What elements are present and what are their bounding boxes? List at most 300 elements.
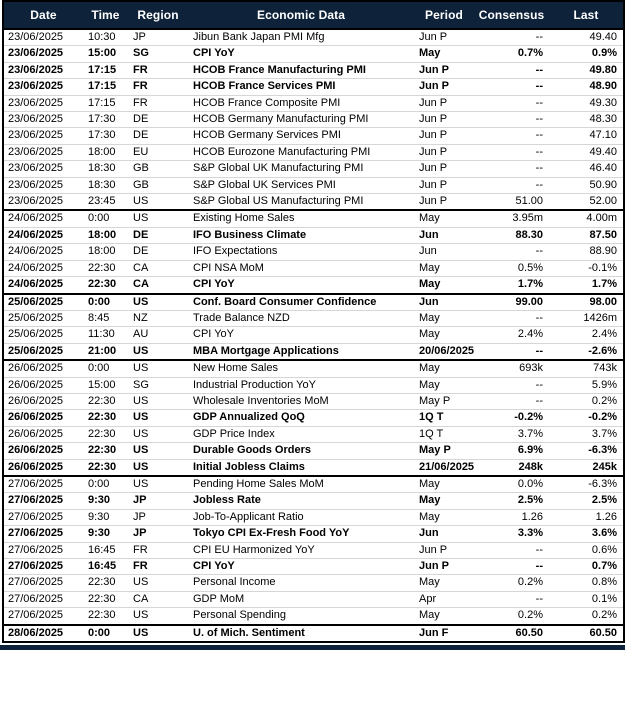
cell-last[interactable]: 98.00 [549,294,624,311]
cell-last[interactable]: 0.2% [549,393,624,409]
cell-last[interactable]: 2.4% [549,327,624,343]
cell-period[interactable]: Jun [414,227,474,243]
cell-last[interactable]: 1.7% [549,277,624,294]
cell-consensus[interactable]: -- [474,177,549,193]
cell-period[interactable]: May [414,210,474,227]
cell-period[interactable]: Jun P [414,95,474,111]
cell-period[interactable]: May [414,493,474,509]
cell-region[interactable]: US [128,410,188,426]
cell-region[interactable]: US [128,426,188,442]
cell-period[interactable]: Jun [414,244,474,260]
cell-event[interactable]: Conf. Board Consumer Confidence [188,294,414,311]
cell-region[interactable]: JP [133,31,146,43]
table-row [3,509,624,525]
table-row [3,29,624,46]
cell-event[interactable]: IFO Expectations [188,244,414,260]
cell-consensus[interactable]: 1.26 [474,509,549,525]
cell-event[interactable]: CPI YoY [188,46,414,62]
cell-period[interactable]: 1Q T [414,426,474,442]
cell-date[interactable]: 27/06/2025 [3,559,83,575]
cell-last[interactable]: 60.50 [549,625,624,642]
cell-region[interactable]: JP [128,526,188,542]
table-row [3,443,624,459]
cell-consensus[interactable]: -- [474,542,549,558]
cell-region[interactable]: US [128,625,188,642]
cell-event[interactable]: MBA Mortgage Applications [188,343,414,360]
economic-calendar-table [2,0,625,643]
cell-region[interactable]: FR [128,559,188,575]
cell-time[interactable]: 10:30 [88,31,116,43]
cell-consensus[interactable]: -- [474,244,549,260]
cell-period[interactable]: 1Q T [414,410,474,426]
table-row [3,476,624,493]
cell-region[interactable]: US [128,459,188,476]
cell-last[interactable]: -2.6% [549,343,624,360]
cell-last[interactable]: 87.50 [549,227,624,243]
cell-period[interactable]: Jun F [414,625,474,642]
cell-region[interactable]: JP [128,493,188,509]
cell-date[interactable]: 23/06/2025 [8,31,64,43]
cell-time[interactable]: 18:00 [83,244,128,260]
cell-time[interactable]: 22:30 [83,575,128,591]
cell-period[interactable]: Jun P [414,177,474,193]
cell-time[interactable]: 0:00 [83,476,128,493]
cell-period[interactable]: Jun P [414,542,474,558]
table-row [3,327,624,343]
cell-time[interactable]: 22:30 [83,277,128,294]
cell-consensus[interactable]: 0.7% [474,46,549,62]
cell-region[interactable]: CA [128,591,188,607]
cell-period[interactable]: Jun P [419,31,448,43]
cell-date[interactable]: 25/06/2025 [3,310,83,326]
cell-date[interactable]: 27/06/2025 [3,493,83,509]
cell-consensus[interactable]: -- [474,62,549,78]
cell-region[interactable]: SG [128,46,188,62]
cell-time[interactable]: 22:30 [83,426,128,442]
table-row [3,79,624,95]
cell-region[interactable]: DE [128,244,188,260]
cell-last[interactable]: 0.6% [549,542,624,558]
cell-event[interactable]: CPI YoY [188,327,414,343]
cell-event[interactable]: Wholesale Inventories MoM [188,393,414,409]
cell-last[interactable]: 743k [549,360,624,377]
cell-last[interactable]: 2.5% [549,493,624,509]
cell-last[interactable]: 5.9% [549,377,624,393]
cell-consensus[interactable]: 1.7% [474,277,549,294]
cell-region[interactable]: FR [128,542,188,558]
cell-event[interactable]: HCOB France Services PMI [188,79,414,95]
cell-date[interactable]: 28/06/2025 [3,625,83,642]
cell-date[interactable]: 27/06/2025 [3,591,83,607]
cell-period[interactable]: May P [414,443,474,459]
cell-date[interactable]: 23/06/2025 [3,194,83,211]
cell-region[interactable]: US [128,343,188,360]
cell-period[interactable]: Jun P [414,194,474,211]
table-row [3,360,624,377]
cell-last[interactable]: 1426m [549,310,624,326]
col-header-region[interactable]: Region [128,1,188,29]
cell-consensus[interactable]: 3.3% [474,526,549,542]
cell-last[interactable]: 3.6% [549,526,624,542]
cell-consensus[interactable]: -- [535,31,543,43]
cell-event[interactable]: CPI YoY [188,559,414,575]
cell-consensus[interactable]: -- [474,310,549,326]
cell-consensus[interactable]: 2.5% [474,493,549,509]
cell-period[interactable]: May [414,277,474,294]
cell-consensus[interactable]: -- [474,161,549,177]
table-row [3,277,624,294]
cell-date[interactable]: 24/06/2025 [3,277,83,294]
cell-period[interactable]: May [414,509,474,525]
cell-region[interactable]: DE [128,227,188,243]
cell-last[interactable]: 0.1% [549,591,624,607]
cell-period[interactable]: May [414,310,474,326]
cell-period[interactable]: 20/06/2025 [414,343,474,360]
cell-consensus[interactable]: 99.00 [474,294,549,311]
cell-event[interactable]: HCOB France Manufacturing PMI [188,62,414,78]
cell-time[interactable]: 22:30 [83,608,128,625]
cell-period[interactable]: Jun P [414,128,474,144]
cell-consensus[interactable]: 0.2% [474,608,549,625]
cell-event[interactable]: S&P Global US Manufacturing PMI [188,194,414,211]
cell-date[interactable]: 26/06/2025 [3,426,83,442]
cell-period[interactable]: Jun P [414,144,474,160]
cell-region[interactable]: JP [128,509,188,525]
cell-date[interactable]: 27/06/2025 [3,575,83,591]
cell-date[interactable]: 24/06/2025 [3,227,83,243]
cell-last[interactable]: 49.40 [589,31,617,43]
cell-region[interactable]: CA [128,260,188,276]
cell-date[interactable]: 26/06/2025 [3,410,83,426]
cell-time[interactable]: 21:00 [83,343,128,360]
cell-event[interactable]: HCOB France Composite PMI [188,95,414,111]
cell-last[interactable]: 52.00 [549,194,624,211]
cell-last[interactable]: -0.1% [549,260,624,276]
cell-time[interactable]: 22:30 [83,260,128,276]
col-header-last[interactable]: Last [549,1,624,29]
cell-region[interactable]: DE [128,112,188,128]
cell-consensus[interactable]: 3.7% [474,426,549,442]
cell-period[interactable]: May [414,327,474,343]
cell-last[interactable]: 245k [549,459,624,476]
cell-date[interactable]: 23/06/2025 [3,79,83,95]
table-row [3,177,624,193]
table-row [3,46,624,62]
cell-event[interactable]: Jobless Rate [188,493,414,509]
cell-consensus[interactable]: -- [474,144,549,160]
cell-last[interactable]: 0.8% [549,575,624,591]
table-row [3,526,624,542]
cell-region[interactable]: CA [128,277,188,294]
cell-event[interactable]: IFO Business Climate [188,227,414,243]
cell-period[interactable]: Jun P [414,79,474,95]
table-row [3,144,624,160]
table-row [3,62,624,78]
cell-region[interactable]: NZ [128,310,188,326]
cell-period[interactable]: Jun P [414,161,474,177]
cell-time[interactable]: 18:00 [83,144,128,160]
cell-last[interactable]: 49.40 [549,144,624,160]
cell-period[interactable]: Jun P [414,62,474,78]
cell-event[interactable]: Initial Jobless Claims [188,459,414,476]
cell-last[interactable]: 49.30 [549,95,624,111]
cell-period[interactable]: Jun [414,526,474,542]
cell-time[interactable]: 9:30 [83,493,128,509]
cell-event[interactable]: Pending Home Sales MoM [188,476,414,493]
table-row [3,459,624,476]
cell-event[interactable]: HCOB Eurozone Manufacturing PMI [188,144,414,160]
cell-event[interactable]: S&P Global UK Manufacturing PMI [188,161,414,177]
cell-date[interactable]: 27/06/2025 [3,542,83,558]
cell-consensus[interactable]: 0.0% [474,476,549,493]
cell-region[interactable]: US [128,194,188,211]
cell-period[interactable]: Jun P [414,112,474,128]
table-row [3,625,624,642]
cell-date[interactable]: 26/06/2025 [3,443,83,459]
cell-date[interactable]: 27/06/2025 [3,526,83,542]
cell-time[interactable]: 9:30 [83,509,128,525]
cell-region[interactable]: FR [128,79,188,95]
cell-last[interactable]: -6.3% [549,443,624,459]
cell-last[interactable]: 47.10 [549,128,624,144]
table-row [3,227,624,243]
cell-region[interactable]: US [128,443,188,459]
cell-time[interactable]: 17:30 [83,112,128,128]
cell-region[interactable]: US [128,608,188,625]
cell-region[interactable]: US [128,393,188,409]
col-header-consensus[interactable]: Consensus [474,1,549,29]
cell-period[interactable]: Jun P [414,559,474,575]
cell-date[interactable]: 27/06/2025 [3,509,83,525]
cell-region[interactable]: GB [128,161,188,177]
col-header-period[interactable]: Period [414,1,474,29]
cell-date[interactable]: 23/06/2025 [3,46,83,62]
cell-consensus[interactable]: 60.50 [474,625,549,642]
cell-period[interactable]: May [414,260,474,276]
cell-time[interactable]: 8:45 [83,310,128,326]
cell-time[interactable]: 17:15 [83,95,128,111]
table-row [3,343,624,360]
cell-region[interactable]: EU [128,144,188,160]
cell-consensus[interactable]: -- [474,79,549,95]
cell-event[interactable]: CPI YoY [188,277,414,294]
cell-time[interactable]: 0:00 [83,210,128,227]
cell-date[interactable]: 23/06/2025 [3,62,83,78]
cell-time[interactable]: 0:00 [83,625,128,642]
cell-date[interactable]: 23/06/2025 [3,112,83,128]
cell-event[interactable]: U. of Mich. Sentiment [188,625,414,642]
col-header-date[interactable]: Date [3,1,83,29]
cell-time[interactable]: 16:45 [83,559,128,575]
cell-period[interactable]: May [414,575,474,591]
cell-region[interactable]: US [128,476,188,493]
cell-consensus[interactable]: 6.9% [474,443,549,459]
cell-last[interactable]: 48.90 [549,79,624,95]
table-row [3,377,624,393]
cell-time[interactable]: 15:00 [83,46,128,62]
cell-date[interactable]: 24/06/2025 [3,244,83,260]
cell-time[interactable]: 17:15 [83,62,128,78]
cell-event[interactable]: Jibun Bank Japan PMI Mfg [193,31,325,43]
cell-event[interactable]: CPI EU Harmonized YoY [188,542,414,558]
table-row [3,591,624,607]
cell-last[interactable]: -0.2% [549,410,624,426]
table-row [3,410,624,426]
cell-consensus[interactable]: 0.5% [474,260,549,276]
bottom-accent-bar [0,645,625,650]
cell-last[interactable]: 48.30 [549,112,624,128]
cell-period[interactable]: May [414,360,474,377]
cell-consensus[interactable]: -- [474,343,549,360]
cell-event[interactable]: HCOB Germany Services PMI [188,128,414,144]
cell-consensus[interactable]: 248k [474,459,549,476]
cell-time[interactable]: 0:00 [83,360,128,377]
cell-event[interactable]: Personal Spending [188,608,414,625]
table-row [3,493,624,509]
cell-last[interactable]: 3.7% [549,426,624,442]
table-row [3,393,624,409]
cell-date[interactable]: 23/06/2025 [3,128,83,144]
cell-period[interactable]: Jun [414,294,474,311]
cell-event[interactable]: HCOB Germany Manufacturing PMI [188,112,414,128]
cell-period[interactable]: 21/06/2025 [414,459,474,476]
cell-event[interactable]: Personal Income [188,575,414,591]
cell-region[interactable]: US [128,360,188,377]
cell-date[interactable]: 26/06/2025 [3,393,83,409]
cell-region[interactable]: FR [128,62,188,78]
cell-consensus[interactable]: 3.95m [474,210,549,227]
cell-time[interactable]: 17:30 [83,128,128,144]
cell-consensus[interactable]: 2.4% [474,327,549,343]
table-row [3,575,624,591]
cell-last[interactable]: 49.80 [549,62,624,78]
table-row [3,194,624,211]
cell-region[interactable]: AU [128,327,188,343]
cell-time[interactable]: 22:30 [83,410,128,426]
cell-consensus[interactable]: 0.2% [474,575,549,591]
cell-region[interactable]: US [128,294,188,311]
cell-region[interactable]: US [128,575,188,591]
cell-event[interactable]: Trade Balance NZD [188,310,414,326]
cell-date[interactable]: 25/06/2025 [3,327,83,343]
table-row [3,559,624,575]
cell-last[interactable]: 0.2% [549,608,624,625]
cell-time[interactable]: 15:00 [83,377,128,393]
cell-date[interactable]: 27/06/2025 [3,608,83,625]
cell-last[interactable]: 1.26 [549,509,624,525]
cell-event[interactable]: Durable Goods Orders [188,443,414,459]
table-row [3,210,624,227]
cell-time[interactable]: 22:30 [83,393,128,409]
cell-date[interactable]: 25/06/2025 [3,343,83,360]
cell-period[interactable]: May [414,46,474,62]
cell-time[interactable]: 22:30 [83,591,128,607]
cell-event[interactable]: New Home Sales [188,360,414,377]
cell-consensus[interactable]: -- [474,112,549,128]
cell-time[interactable]: 18:00 [83,227,128,243]
header-row [3,1,624,29]
cell-date[interactable]: 24/06/2025 [3,210,83,227]
cell-time[interactable]: 16:45 [83,542,128,558]
cell-consensus[interactable]: -- [474,393,549,409]
cell-date[interactable]: 26/06/2025 [3,377,83,393]
cell-event[interactable]: Industrial Production YoY [188,377,414,393]
cell-last[interactable]: 50.90 [549,177,624,193]
cell-consensus[interactable]: -- [474,128,549,144]
cell-consensus[interactable]: -- [474,377,549,393]
table-row [3,128,624,144]
cell-last[interactable]: 88.90 [549,244,624,260]
cell-time[interactable]: 0:00 [83,294,128,311]
cell-region[interactable]: GB [128,177,188,193]
cell-region[interactable]: DE [128,128,188,144]
cell-event[interactable]: Tokyo CPI Ex-Fresh Food YoY [188,526,414,542]
cell-period[interactable]: Apr [414,591,474,607]
cell-event[interactable]: Existing Home Sales [188,210,414,227]
cell-event[interactable]: GDP MoM [188,591,414,607]
cell-region[interactable]: SG [128,377,188,393]
cell-consensus[interactable]: -- [474,95,549,111]
cell-last[interactable]: 0.9% [549,46,624,62]
cell-time[interactable]: 22:30 [83,443,128,459]
cell-event[interactable]: GDP Price Index [188,426,414,442]
cell-period[interactable]: May P [414,393,474,409]
cell-last[interactable]: 0.7% [549,559,624,575]
cell-date[interactable]: 24/06/2025 [3,260,83,276]
cell-consensus[interactable]: -- [474,559,549,575]
cell-consensus[interactable]: 51.00 [474,194,549,211]
table-row [3,161,624,177]
cell-date[interactable]: 23/06/2025 [3,177,83,193]
cell-date[interactable]: 26/06/2025 [3,459,83,476]
cell-date[interactable]: 25/06/2025 [3,294,83,311]
cell-event[interactable]: GDP Annualized QoQ [188,410,414,426]
cell-date[interactable]: 23/06/2025 [3,95,83,111]
cell-region[interactable]: US [128,210,188,227]
cell-period[interactable]: May [414,377,474,393]
cell-date[interactable]: 26/06/2025 [3,360,83,377]
cell-consensus[interactable]: -0.2% [474,410,549,426]
cell-last[interactable]: 4.00m [549,210,624,227]
cell-region[interactable]: FR [128,95,188,111]
table-row [3,112,624,128]
cell-consensus[interactable]: -- [474,591,549,607]
cell-time[interactable]: 18:30 [83,177,128,193]
cell-time[interactable]: 18:30 [83,161,128,177]
cell-event[interactable]: CPI NSA MoM [188,260,414,276]
cell-last[interactable]: -6.3% [549,476,624,493]
table-row [3,608,624,625]
cell-last[interactable]: 46.40 [549,161,624,177]
cell-event[interactable]: S&P Global UK Services PMI [188,177,414,193]
cell-time[interactable]: 11:30 [83,327,128,343]
cell-period[interactable]: May [414,608,474,625]
cell-period[interactable]: May [414,476,474,493]
cell-date[interactable]: 23/06/2025 [3,144,83,160]
cell-time[interactable]: 17:15 [83,79,128,95]
cell-time[interactable]: 23:45 [83,194,128,211]
col-header-economic-data[interactable]: Economic Data [188,1,414,29]
cell-consensus[interactable]: 88.30 [474,227,549,243]
table-row [3,310,624,326]
cell-event[interactable]: Job-To-Applicant Ratio [188,509,414,525]
cell-date[interactable]: 23/06/2025 [3,161,83,177]
cell-time[interactable]: 9:30 [83,526,128,542]
cell-consensus[interactable]: 693k [474,360,549,377]
cell-date[interactable]: 27/06/2025 [3,476,83,493]
col-header-time[interactable]: Time [83,1,128,29]
cell-time[interactable]: 22:30 [83,459,128,476]
